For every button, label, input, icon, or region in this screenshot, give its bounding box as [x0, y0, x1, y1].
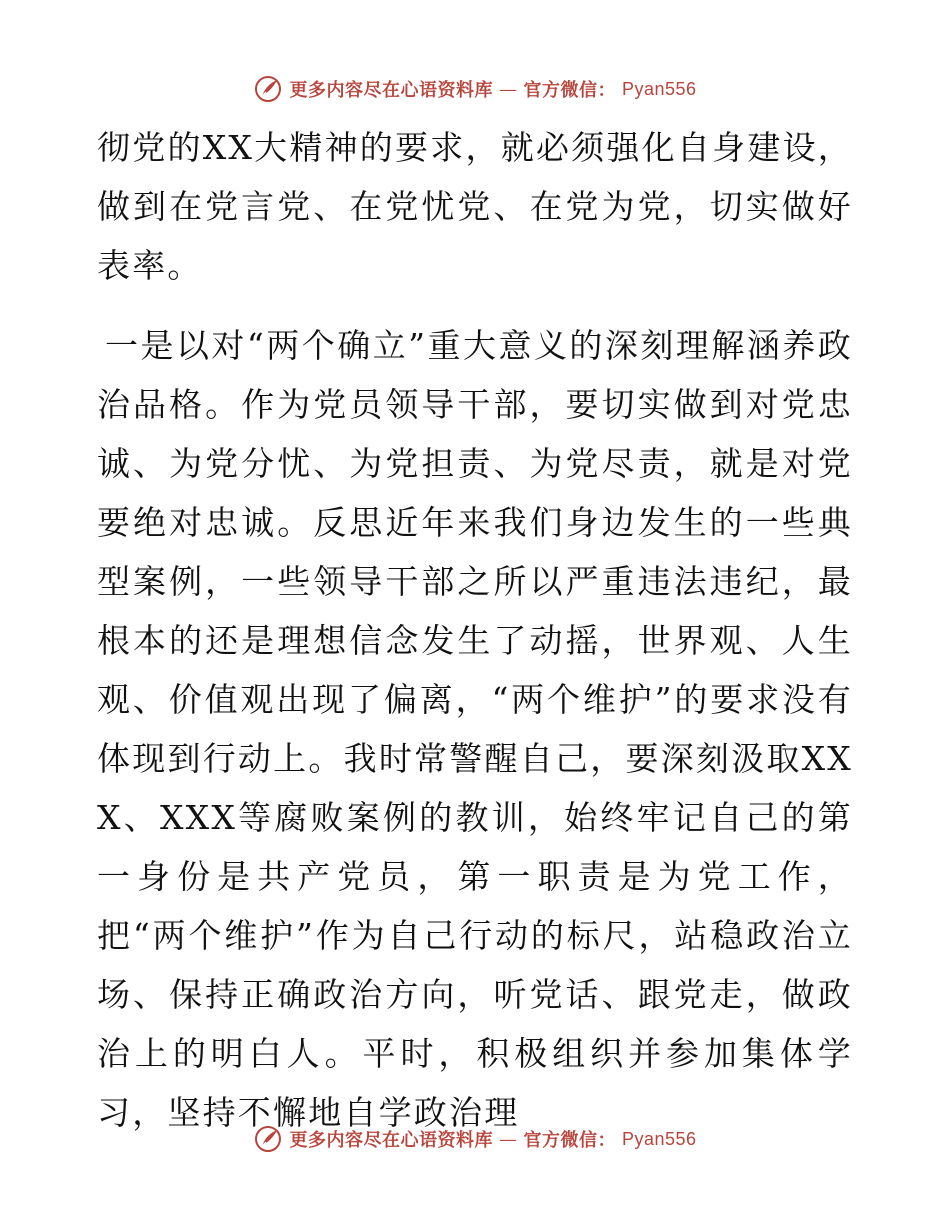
document-body: [97, 118, 853, 1142]
feather-pen-circle-icon: [253, 1124, 283, 1154]
footer-watermark: [0, 1124, 950, 1154]
watermark-wechat-id: Pyan556: [621, 78, 697, 99]
watermark-title: 更多内容尽在心语资料库: [289, 1130, 493, 1151]
watermark-separator: —: [498, 78, 518, 100]
watermark-separator: —: [498, 1128, 518, 1150]
watermark-wechat-id: Pyan556: [621, 1128, 697, 1149]
watermark-suffix: 官方微信：: [523, 80, 616, 101]
paragraph-1: 彻党的XX大精神的要求，就必须强化自身建设，做到在党言党、在党忧党、在党为党，切实做好表率。: [97, 128, 853, 285]
paragraph-2: 一是以对“两个确立”重大意义的深刻理解涵养政治品格。作为党员领导干部，要切实做到对党忠诚、为党分忧、为党担责、为党尽责，就是对党要绝对忠诚。反思近年来我们身边发生的一些典型案例，一些领导干部之所以严重违法违纪，最根本的还是理想信念发生了动摇，世界观、人生观、价值观出现了偏离，“两个维护”的要求没有体现到行动上。我时常警醒自己，要深刻汲取XXX、XXX等腐败案例的教训，始终牢记自己的第一身份是共产党员，第一职责是为党工作，把“两个维护”作为自己行动的标尺，站稳政治立场、保持正确政治方向，听党话、跟党走，做政治上的明白人。平时，积极组织并参加集体学习，坚持不懈地自学政治理: [97, 326, 853, 1132]
header-watermark: [0, 74, 950, 104]
watermark-title: 更多内容尽在心语资料库: [289, 80, 493, 101]
watermark-suffix: 官方微信：: [523, 1130, 616, 1151]
feather-pen-circle-icon: [253, 74, 283, 104]
